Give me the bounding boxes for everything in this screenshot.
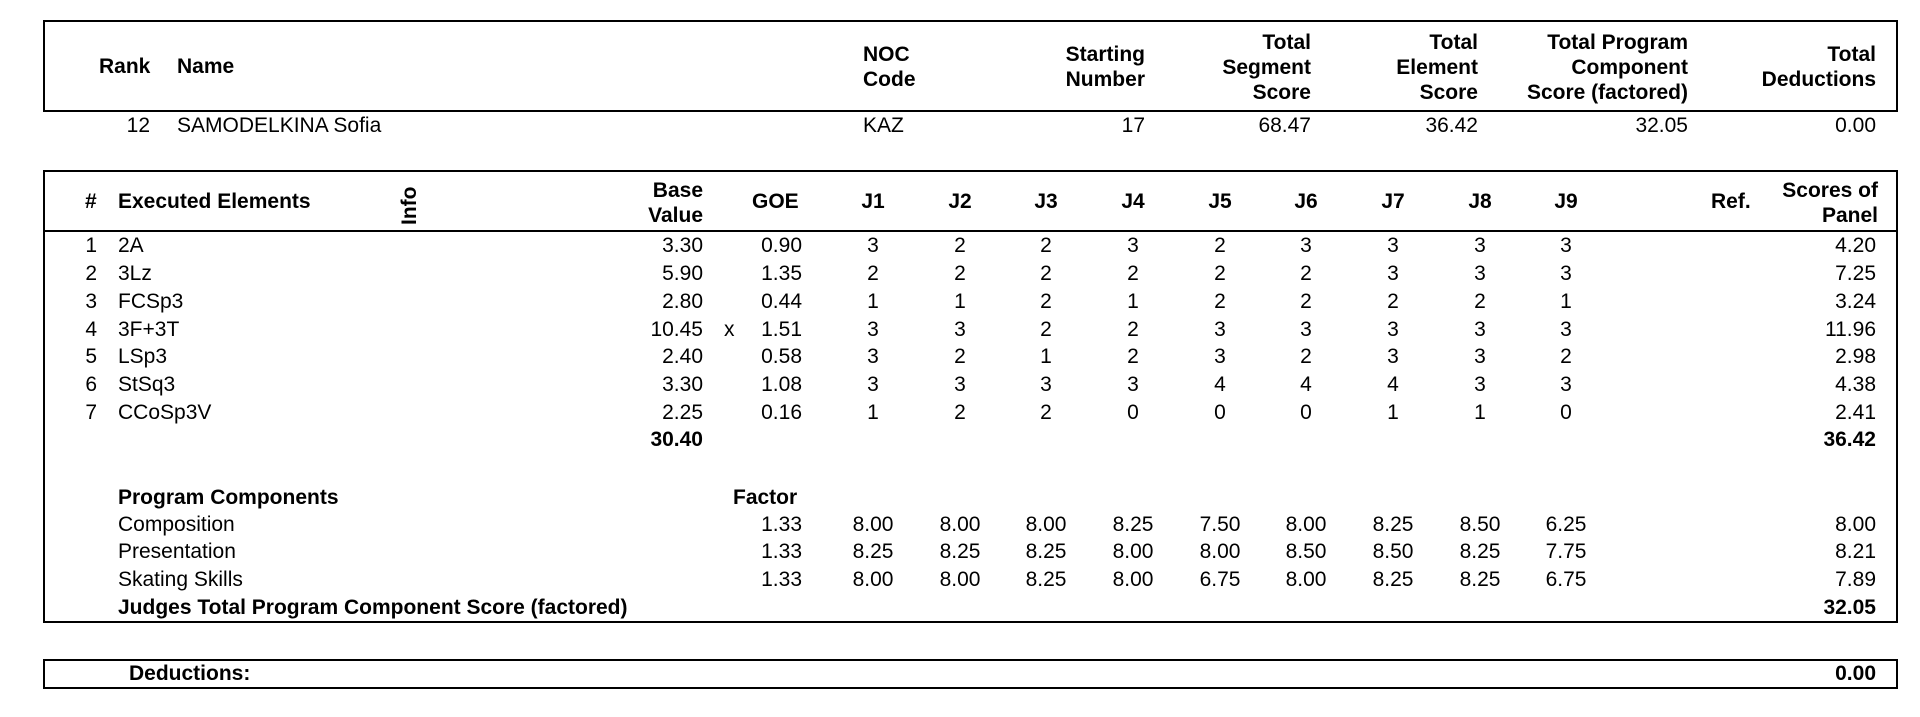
- element-judge-score-j4: 3: [1127, 234, 1139, 257]
- element-base-value: 10.45: [650, 318, 703, 341]
- component-judge-score-j2: 8.00: [939, 513, 981, 536]
- element-name: StSq3: [118, 373, 176, 396]
- element-judge-score-j5: 2: [1214, 290, 1226, 313]
- total-deductions-header: [1762, 42, 1876, 92]
- element-name: 2A: [118, 234, 144, 257]
- element-number: 7: [85, 401, 97, 424]
- component-judge-score-j1: 8.25: [852, 540, 894, 563]
- component-judge-score-j1: 8.00: [852, 513, 894, 536]
- element-judge-score-j3: 2: [1040, 290, 1052, 313]
- element-judge-score-j7: 3: [1387, 262, 1399, 285]
- component-judge-score-j7: 8.25: [1372, 568, 1414, 591]
- element-judge-score-j7: 4: [1387, 373, 1399, 396]
- starting-number-header-line-1: Starting: [1065, 43, 1145, 66]
- element-judge-score-j2: 2: [954, 234, 966, 257]
- scores-of-panel-header: [1782, 178, 1878, 228]
- element-judge-score-j7: 3: [1387, 318, 1399, 341]
- tes-header-line-2: Element: [1396, 56, 1478, 79]
- component-judge-score-j9: 6.75: [1545, 568, 1587, 591]
- skater-total-segment-score: 68.47: [1258, 114, 1311, 137]
- element-judge-score-j7: 3: [1387, 345, 1399, 368]
- component-name: Composition: [118, 513, 235, 536]
- component-name: Skating Skills: [118, 568, 243, 591]
- component-judge-score-j6: 8.50: [1285, 540, 1327, 563]
- element-judge-score-j4: 2: [1127, 262, 1139, 285]
- element-goe: 0.44: [761, 290, 802, 313]
- element-goe: 0.90: [761, 234, 802, 257]
- element-judge-score-j5: 3: [1214, 345, 1226, 368]
- tss-header-line-3: Score: [1252, 81, 1311, 104]
- component-judge-score-j9: 6.25: [1545, 513, 1587, 536]
- judge-header-1: J1: [861, 190, 885, 213]
- component-judge-score-j4: 8.00: [1112, 540, 1154, 563]
- element-judge-score-j8: 3: [1474, 318, 1486, 341]
- rank-header: Rank: [99, 55, 151, 78]
- component-judge-score-j5: 7.50: [1199, 513, 1241, 536]
- deductions-label: Deductions:: [129, 662, 251, 685]
- element-judge-score-j9: 3: [1560, 318, 1572, 341]
- elements-score-total: 36.42: [1823, 428, 1876, 451]
- element-number: 3: [85, 290, 97, 313]
- component-judge-score-j9: 7.75: [1545, 540, 1587, 563]
- component-judge-score-j6: 8.00: [1285, 568, 1327, 591]
- element-judge-score-j9: 3: [1560, 234, 1572, 257]
- component-judge-score-j4: 8.00: [1112, 568, 1154, 591]
- element-judge-score-j9: 3: [1560, 262, 1572, 285]
- base-header-line-1: Base: [652, 179, 703, 202]
- pcs-header-line-3: Score (factored): [1526, 81, 1688, 104]
- element-panel-score: 2.98: [1835, 345, 1876, 368]
- component-factor: 1.33: [761, 568, 802, 591]
- component-judge-score-j7: 8.50: [1372, 540, 1414, 563]
- element-number: 2: [85, 262, 97, 285]
- element-judge-score-j3: 3: [1040, 373, 1052, 396]
- element-judge-score-j6: 2: [1300, 345, 1312, 368]
- element-base-value: 3.30: [662, 373, 703, 396]
- component-panel-score: 8.00: [1835, 513, 1876, 536]
- starting-number-header: [1066, 42, 1145, 92]
- element-judge-score-j2: 2: [954, 401, 966, 424]
- components-total-label: Judges Total Program Component Score (factored): [118, 596, 628, 619]
- element-judge-score-j4: 0: [1127, 401, 1139, 424]
- element-judge-score-j3: 2: [1040, 401, 1052, 424]
- judge-header-2: J2: [948, 190, 972, 213]
- element-panel-score: 4.20: [1835, 234, 1876, 257]
- element-judge-score-j2: 2: [954, 262, 966, 285]
- component-judge-score-j3: 8.25: [1025, 540, 1067, 563]
- base-header-line-2: Value: [648, 204, 703, 227]
- element-judge-score-j6: 3: [1300, 234, 1312, 257]
- element-panel-score: 3.24: [1835, 290, 1876, 313]
- element-judge-score-j2: 1: [954, 290, 966, 313]
- element-judge-score-j3: 2: [1040, 262, 1052, 285]
- info-header: Info: [398, 186, 421, 225]
- element-judge-score-j1: 1: [867, 401, 879, 424]
- scores-header-line-2: Panel: [1821, 204, 1878, 227]
- element-judge-score-j4: 2: [1127, 318, 1139, 341]
- judge-header-4: J4: [1121, 190, 1145, 213]
- base-value-total: 30.40: [650, 428, 703, 451]
- component-judge-score-j5: 6.75: [1199, 568, 1241, 591]
- element-judge-score-j9: 2: [1560, 345, 1572, 368]
- element-judge-score-j2: 3: [954, 318, 966, 341]
- element-number: 4: [85, 318, 97, 341]
- element-judge-score-j6: 2: [1300, 262, 1312, 285]
- element-judge-score-j1: 2: [867, 262, 879, 285]
- factor-header: Factor: [733, 486, 798, 509]
- element-judge-score-j3: 2: [1040, 234, 1052, 257]
- element-judge-score-j6: 3: [1300, 318, 1312, 341]
- element-name: LSp3: [118, 345, 168, 368]
- ded-header-line-2: Deductions: [1761, 68, 1876, 91]
- component-name: Presentation: [118, 540, 236, 563]
- tes-header-line-3: Score: [1419, 81, 1478, 104]
- element-name: 3F+3T: [118, 318, 180, 341]
- name-header: Name: [177, 55, 235, 78]
- element-judge-score-j6: 0: [1300, 401, 1312, 424]
- element-judge-score-j7: 3: [1387, 234, 1399, 257]
- ded-header-line-1: Total: [1827, 43, 1876, 66]
- scores-header-line-1: Scores of: [1782, 179, 1878, 202]
- noc-header: [863, 42, 916, 92]
- judge-header-9: J9: [1554, 190, 1578, 213]
- total-element-score-header: [1396, 30, 1478, 105]
- component-judge-score-j2: 8.00: [939, 568, 981, 591]
- element-base-value: 2.80: [662, 290, 703, 313]
- skater-name: SAMODELKINA Sofia: [177, 114, 382, 137]
- component-panel-score: 7.89: [1835, 568, 1876, 591]
- tes-header-line-1: Total: [1429, 31, 1478, 54]
- element-name: CCoSp3V: [118, 401, 212, 424]
- element-base-value: 5.90: [662, 262, 703, 285]
- element-goe: 1.51: [761, 318, 802, 341]
- element-panel-score: 4.38: [1835, 373, 1876, 396]
- skater-total-pcs: 32.05: [1635, 114, 1688, 137]
- element-judge-score-j5: 2: [1214, 262, 1226, 285]
- element-judge-score-j9: 3: [1560, 373, 1572, 396]
- element-judge-score-j8: 2: [1474, 290, 1486, 313]
- element-base-value: 2.25: [662, 401, 703, 424]
- skater-noc: KAZ: [863, 114, 904, 137]
- element-judge-score-j2: 3: [954, 373, 966, 396]
- element-judge-score-j5: 3: [1214, 318, 1226, 341]
- pcs-header-line-1: Total Program: [1547, 31, 1688, 54]
- element-judge-score-j5: 0: [1214, 401, 1226, 424]
- element-judge-score-j3: 1: [1040, 345, 1052, 368]
- judge-header-8: J8: [1468, 190, 1492, 213]
- element-judge-score-j4: 1: [1127, 290, 1139, 313]
- component-panel-score: 8.21: [1835, 540, 1876, 563]
- element-judge-score-j7: 1: [1387, 401, 1399, 424]
- element-judge-score-j2: 2: [954, 345, 966, 368]
- component-judge-score-j6: 8.00: [1285, 513, 1327, 536]
- element-judge-score-j1: 3: [867, 373, 879, 396]
- element-bonus-marker: x: [724, 318, 735, 341]
- total-pcs-header: [1527, 30, 1688, 105]
- total-segment-score-header: [1222, 30, 1311, 105]
- element-judge-score-j4: 2: [1127, 345, 1139, 368]
- element-name: FCSp3: [118, 290, 184, 313]
- goe-header: GOE: [752, 190, 799, 213]
- element-judge-score-j6: 4: [1300, 373, 1312, 396]
- element-judge-score-j3: 2: [1040, 318, 1052, 341]
- starting-number-header-line-2: Number: [1065, 68, 1145, 91]
- skater-total-element-score: 36.42: [1425, 114, 1478, 137]
- component-judge-score-j4: 8.25: [1112, 513, 1154, 536]
- judge-header-7: J7: [1381, 190, 1405, 213]
- components-total-score: 32.05: [1823, 596, 1876, 619]
- skater-rank: 12: [126, 114, 150, 137]
- element-judge-score-j8: 3: [1474, 373, 1486, 396]
- noc-header-line-1: NOC: [863, 43, 910, 66]
- component-factor: 1.33: [761, 540, 802, 563]
- component-judge-score-j7: 8.25: [1372, 513, 1414, 536]
- noc-header-line-2: Code: [863, 68, 916, 91]
- element-number: 5: [85, 345, 97, 368]
- deductions-value: 0.00: [1835, 662, 1876, 685]
- judge-header-5: J5: [1208, 190, 1232, 213]
- element-judge-score-j5: 4: [1214, 373, 1226, 396]
- element-base-value: 3.30: [662, 234, 703, 257]
- element-judge-score-j4: 3: [1127, 373, 1139, 396]
- element-judge-score-j7: 2: [1387, 290, 1399, 313]
- ref-header: Ref.: [1711, 190, 1751, 213]
- element-panel-score: 2.41: [1835, 401, 1876, 424]
- element-panel-score: 11.96: [1825, 318, 1876, 341]
- deductions-box: [43, 659, 1898, 689]
- skater-starting-number: 17: [1121, 114, 1145, 137]
- tss-header-line-2: Segment: [1222, 56, 1311, 79]
- program-components-header: Program Components: [118, 486, 339, 509]
- element-judge-score-j1: 3: [867, 345, 879, 368]
- element-goe: 0.16: [761, 401, 802, 424]
- element-number: 6: [85, 373, 97, 396]
- element-judge-score-j8: 3: [1474, 345, 1486, 368]
- element-judge-score-j9: 1: [1560, 290, 1572, 313]
- base-value-header: [648, 178, 703, 228]
- element-judge-score-j6: 2: [1300, 290, 1312, 313]
- component-judge-score-j3: 8.00: [1025, 513, 1067, 536]
- element-name: 3Lz: [118, 262, 152, 285]
- element-judge-score-j1: 1: [867, 290, 879, 313]
- element-goe: 1.35: [761, 262, 802, 285]
- element-judge-score-j5: 2: [1214, 234, 1226, 257]
- judge-header-3: J3: [1034, 190, 1058, 213]
- element-judge-score-j1: 3: [867, 318, 879, 341]
- element-judge-score-j8: 1: [1474, 401, 1486, 424]
- component-judge-score-j2: 8.25: [939, 540, 981, 563]
- element-judge-score-j8: 3: [1474, 234, 1486, 257]
- component-judge-score-j1: 8.00: [852, 568, 894, 591]
- element-judge-score-j1: 3: [867, 234, 879, 257]
- component-judge-score-j5: 8.00: [1199, 540, 1241, 563]
- element-judge-score-j9: 0: [1560, 401, 1572, 424]
- judge-header-6: J6: [1294, 190, 1318, 213]
- skater-total-deductions: 0.00: [1835, 114, 1876, 137]
- tss-header-line-1: Total: [1262, 31, 1311, 54]
- component-judge-score-j3: 8.25: [1025, 568, 1067, 591]
- element-goe: 0.58: [761, 345, 802, 368]
- element-panel-score: 7.25: [1835, 262, 1876, 285]
- element-number-header: #: [85, 190, 97, 213]
- element-goe: 1.08: [761, 373, 802, 396]
- element-number: 1: [85, 234, 97, 257]
- executed-elements-header: Executed Elements: [118, 190, 311, 213]
- element-judge-score-j8: 3: [1474, 262, 1486, 285]
- component-judge-score-j8: 8.25: [1459, 540, 1501, 563]
- component-judge-score-j8: 8.50: [1459, 513, 1501, 536]
- component-factor: 1.33: [761, 513, 802, 536]
- element-base-value: 2.40: [662, 345, 703, 368]
- pcs-header-line-2: Component: [1571, 56, 1688, 79]
- component-judge-score-j8: 8.25: [1459, 568, 1501, 591]
